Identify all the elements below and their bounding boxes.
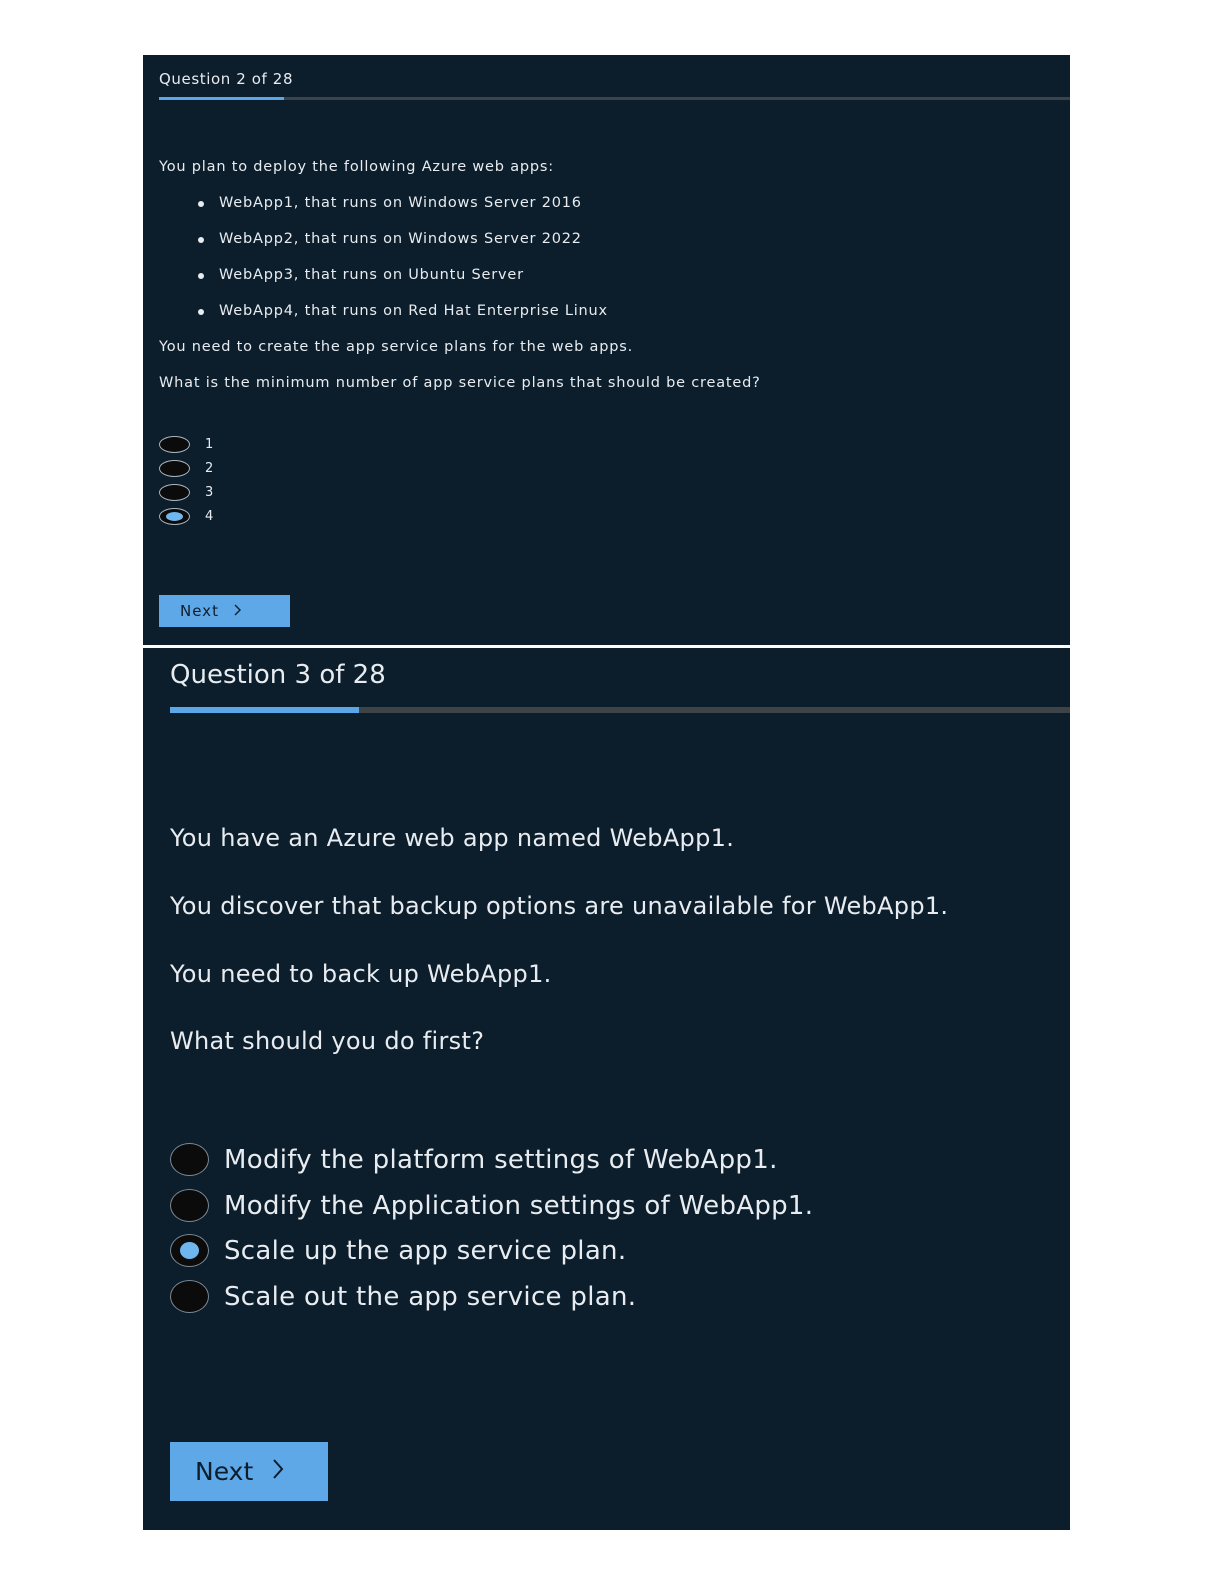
question-3-progress-bar: [170, 707, 1070, 713]
question-2-option-3[interactable]: [159, 484, 213, 501]
bullet-icon: [198, 201, 204, 207]
bullet-icon: [198, 273, 204, 279]
chevron-right-icon: [271, 1457, 285, 1486]
question-3-option-3[interactable]: [170, 1234, 626, 1267]
question-2-bullet: WebApp4, that runs on Red Hat Enterprise Linux: [219, 303, 608, 319]
question-2-need-text: You need to create the app service plans for the web apps.: [159, 339, 633, 355]
option-label: 4: [205, 509, 214, 524]
radio-button[interactable]: [159, 436, 190, 453]
radio-button[interactable]: [159, 460, 190, 477]
chevron-right-icon: [233, 602, 242, 620]
radio-button[interactable]: [159, 484, 190, 501]
question-2-title: Question 2 of 28: [159, 70, 294, 88]
option-label: 2: [205, 461, 214, 476]
radio-button[interactable]: [170, 1189, 209, 1222]
option-label: Scale up the app service plan.: [224, 1235, 627, 1266]
question-2-prompt: What is the minimum number of app service plans that should be created?: [159, 375, 761, 391]
question-2-panel: [143, 55, 1070, 645]
radio-button-selected[interactable]: [170, 1234, 209, 1267]
question-2-intro: You plan to deploy the following Azure web apps:: [159, 159, 554, 175]
next-button-label: Next: [180, 602, 219, 620]
option-label: Modify the Application settings of WebApp1.: [224, 1190, 814, 1221]
option-label: 3: [205, 485, 214, 500]
next-button-label: Next: [195, 1457, 254, 1486]
option-label: Scale out the app service plan.: [224, 1281, 637, 1312]
question-3-option-4[interactable]: [170, 1280, 636, 1313]
question-3-prompt: What should you do first?: [170, 1027, 485, 1055]
next-button[interactable]: [170, 1442, 328, 1501]
question-3-progress-fill: [170, 707, 359, 713]
question-2-option-1[interactable]: [159, 436, 213, 453]
radio-button[interactable]: [170, 1143, 209, 1176]
question-2-option-2[interactable]: [159, 460, 213, 477]
question-3-paragraph: You need to back up WebApp1.: [170, 960, 552, 988]
question-2-bullet: WebApp1, that runs on Windows Server 2016: [219, 195, 582, 211]
question-3-panel: [143, 648, 1070, 1530]
option-label: 1: [205, 437, 214, 452]
question-2-bullet: WebApp2, that runs on Windows Server 2022: [219, 231, 582, 247]
option-label: Modify the platform settings of WebApp1.: [224, 1144, 778, 1175]
next-button[interactable]: [159, 595, 290, 627]
question-3-title: Question 3 of 28: [170, 660, 386, 690]
question-3-paragraph: You have an Azure web app named WebApp1.: [170, 824, 735, 852]
question-3-paragraph: You discover that backup options are unavailable for WebApp1.: [170, 892, 949, 920]
question-3-option-1[interactable]: [170, 1143, 778, 1176]
radio-button-selected[interactable]: [159, 508, 190, 525]
bullet-icon: [198, 309, 204, 315]
question-2-bullet: WebApp3, that runs on Ubuntu Server: [219, 267, 524, 283]
question-2-option-4[interactable]: [159, 508, 213, 525]
radio-button[interactable]: [170, 1280, 209, 1313]
question-2-progress-fill: [159, 97, 284, 100]
question-3-option-2[interactable]: [170, 1189, 813, 1222]
question-2-progress-bar: [159, 97, 1070, 100]
bullet-icon: [198, 237, 204, 243]
